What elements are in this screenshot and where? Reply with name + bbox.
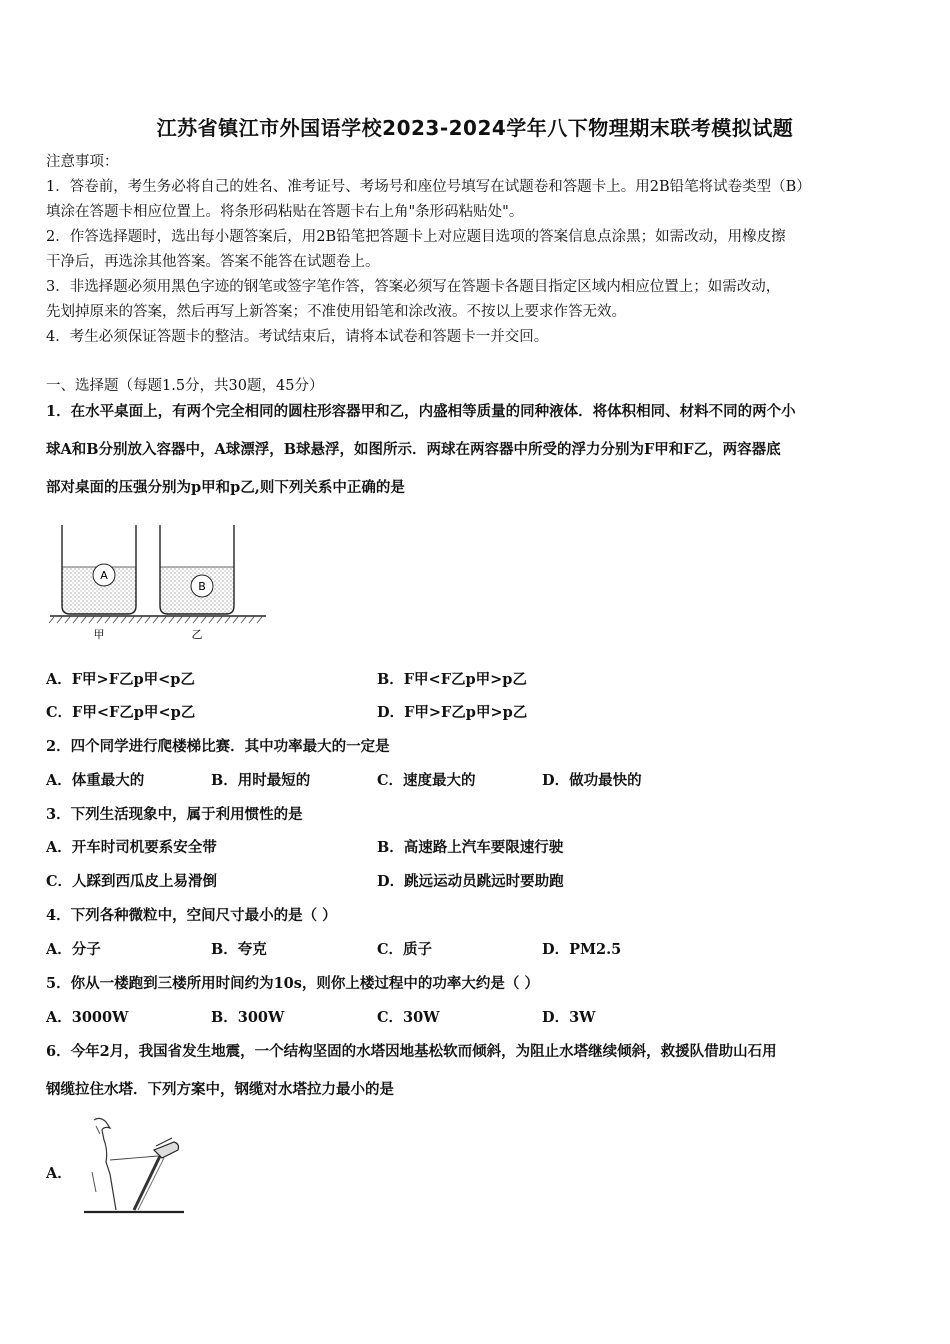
container-yi-label: 乙: [191, 628, 203, 641]
q5-option-c: C．30W: [377, 1009, 440, 1026]
q2-option-d: D．做功最快的: [542, 772, 642, 789]
q5-option-a: A．3000W: [46, 1009, 129, 1026]
q1-option-c: C．F甲<F乙p甲<p乙: [46, 704, 196, 721]
q4-option-b: B．夸克: [211, 941, 267, 958]
notice-line: 先划掉原来的答案，然后再写上新答案；不准使用铅笔和涂改液。不按以上要求作答无效。: [46, 304, 626, 320]
notice-line: 干净后，再选涂其他答案。答案不能答在试题卷上。: [46, 254, 380, 270]
question-1-line: 球A和B分别放入容器中，A球漂浮，B球悬浮，如图所示．两球在两容器中所受的浮力分别为F甲和F乙，两容器底: [46, 441, 781, 458]
q3-option-b: B．高速路上汽车要限速行驶: [377, 839, 564, 856]
notice-line: 4．考生必须保证答题卡的整洁。考试结束后，请将本试卷和答题卡一并交回。: [46, 329, 549, 345]
q4-option-c: C．质子: [377, 941, 433, 958]
q3-option-d: D．跳远运动员跳远时要助跑: [377, 873, 564, 890]
notice-heading: 注意事项：: [46, 154, 119, 170]
ball-b-label: B: [198, 580, 206, 593]
notice-line: 2．作答选择题时，选出每小题答案后，用2B铅笔把答题卡上对应题目选项的答案信息点涂黑；如需改动，用橡皮擦: [46, 229, 786, 245]
q4-option-a: A．分子: [46, 941, 101, 958]
q2-option-b: B．用时最短的: [211, 772, 311, 789]
exam-title: 江苏省镇江市外国语学校2023-2024学年八下物理期末联考模拟试题: [156, 116, 794, 140]
water-tower-figure: [82, 1112, 192, 1222]
notice-line: 填涂在答题卡相应位置上。将条形码粘贴在答题卡右上角"条形码粘贴处"。: [46, 204, 524, 220]
question-6-line: 6．今年2月，我国省发生地震，一个结构坚固的水塔因地基松软而倾斜，为阻止水塔继续倾斜，救援队借助山石用: [46, 1043, 777, 1060]
container-jia-label: 甲: [93, 628, 105, 641]
notice-line: 1．答卷前，考生务必将自己的姓名、准考证号、考场号和座位号填写在试题卷和答题卡上。用2B铅笔将试卷类型（B）: [46, 179, 811, 195]
question-1-line: 1．在水平桌面上，有两个完全相同的圆柱形容器甲和乙，内盛相等质量的同种液体．将体积相同、材料不同的两个小: [46, 403, 796, 420]
ball-a-label: A: [100, 569, 108, 582]
q3-option-c: C．人踩到西瓜皮上易滑倒: [46, 873, 218, 890]
q2-option-a: A．体重最大的: [46, 772, 145, 789]
q1-option-a: A．F甲>F乙p甲<p乙: [46, 671, 195, 688]
question-1-line: 部对桌面的压强分别为p甲和p乙,则下列关系中正确的是: [46, 479, 405, 496]
q5-option-d: D．3W: [542, 1009, 596, 1026]
question-5: 5．你从一楼跑到三楼所用时间约为10s，则你上楼过程中的功率大约是（ ）: [46, 975, 539, 992]
question-3: 3．下列生活现象中，属于利用惯性的是: [46, 806, 303, 823]
q6-option-a: A．: [46, 1165, 72, 1182]
q1-option-d: D．F甲>F乙p甲>p乙: [377, 704, 528, 721]
q1-option-b: B．F甲<F乙p甲>p乙: [377, 671, 527, 688]
section-heading: 一、选择题（每题1.5分，共30题，45分）: [46, 378, 324, 394]
containers-figure: [46, 520, 276, 645]
question-2: 2．四个同学进行爬楼梯比赛．其中功率最大的一定是: [46, 738, 390, 755]
q3-option-a: A．开车时司机要系安全带: [46, 839, 217, 856]
question-4: 4．下列各种微粒中，空间尺寸最小的是（ ）: [46, 907, 337, 924]
question-6-line: 钢缆拉住水塔．下列方案中，钢缆对水塔拉力最小的是: [46, 1081, 394, 1098]
notice-line: 3．非选择题必须用黑色字迹的钢笔或签字笔作答，答案必须写在答题卡各题目指定区域内相应位置上；如需改动，: [46, 279, 781, 295]
q2-option-c: C．速度最大的: [377, 772, 476, 789]
q4-option-d: D．PM2.5: [542, 941, 622, 958]
q5-option-b: B．300W: [211, 1009, 285, 1026]
